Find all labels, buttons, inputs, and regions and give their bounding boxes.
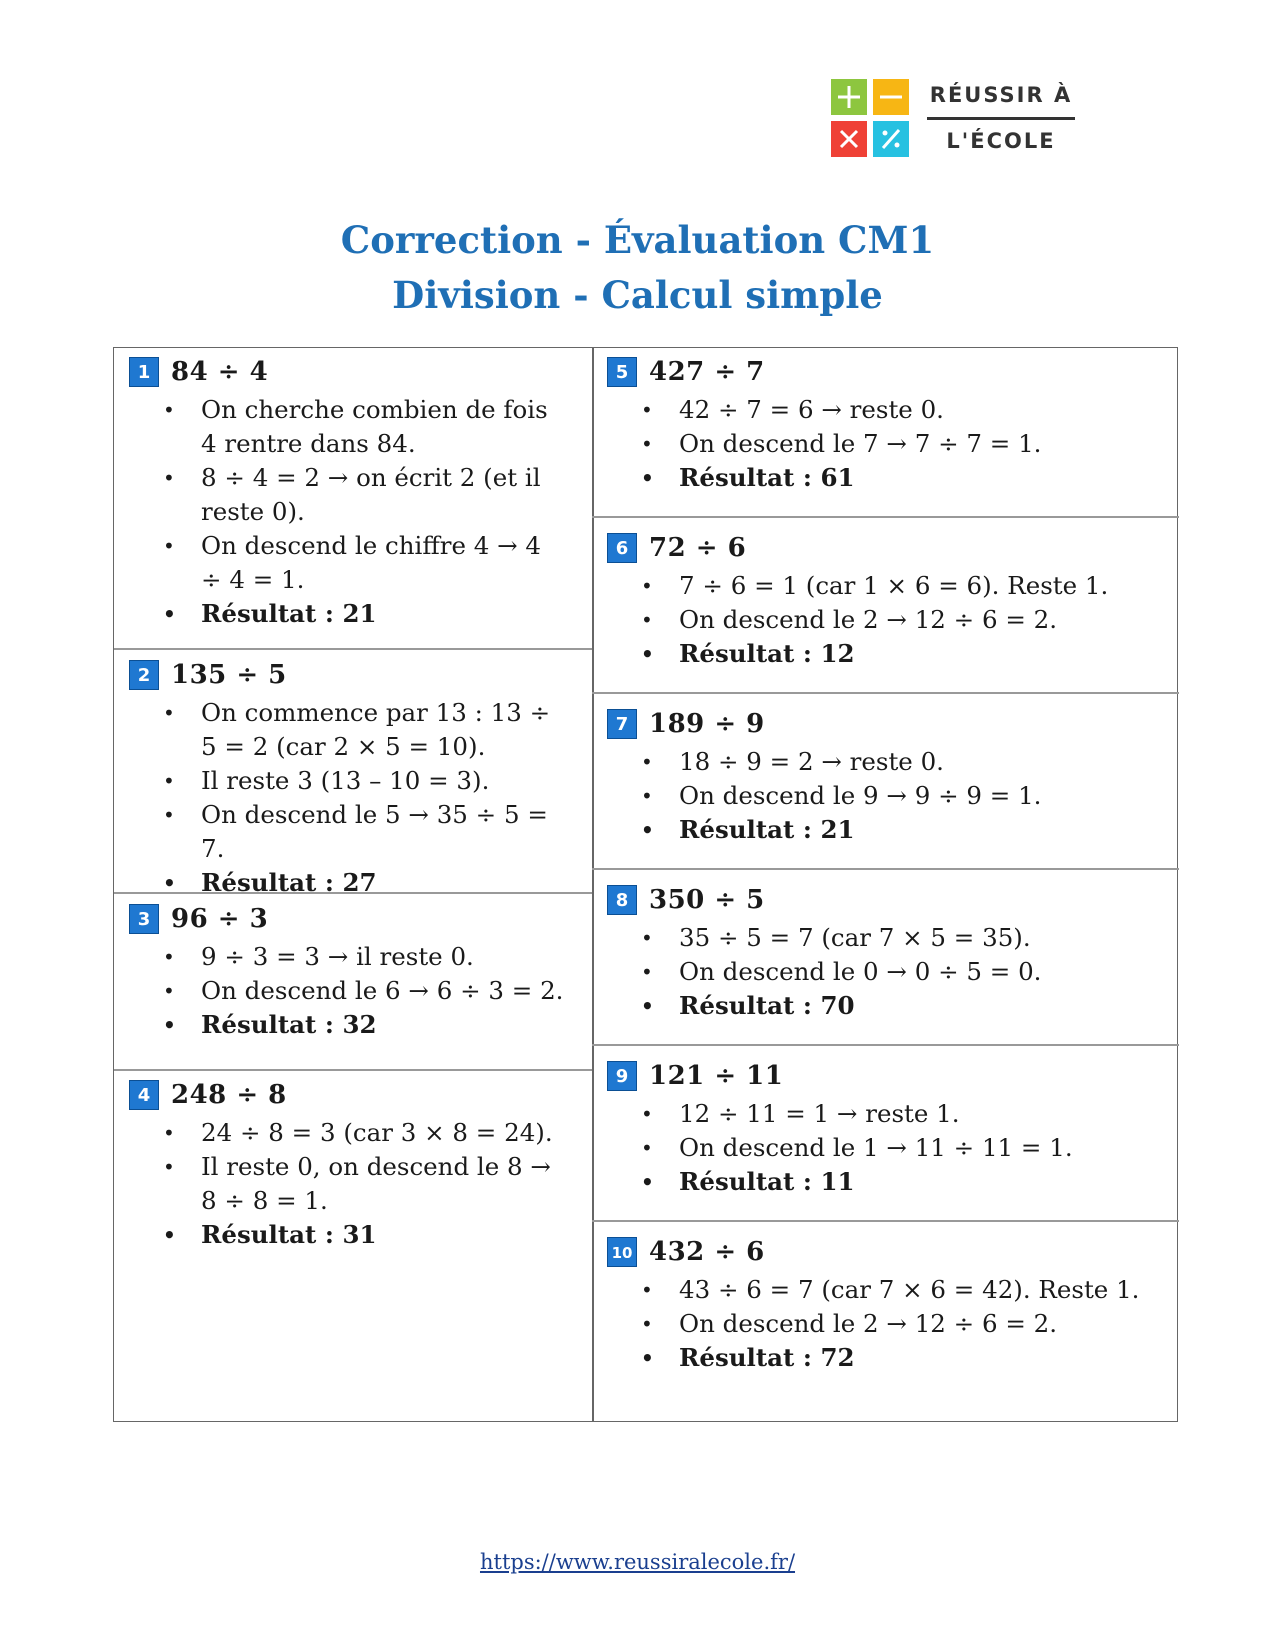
step-item: • 7 ÷ 6 = 1 (car 1 × 6 = 6). Reste 1. (607, 569, 1167, 603)
exercise-operation: 135 ÷ 5 (171, 660, 287, 690)
result-item: • Résultat : 11 (607, 1165, 1167, 1199)
exercise-number-badge: 8 (607, 885, 637, 915)
site-logo (831, 79, 1071, 161)
row-divider (592, 868, 1179, 870)
exercise-steps (607, 745, 1167, 847)
step-item: • On descend le 9 → 9 ÷ 9 = 1. (607, 779, 1167, 813)
exercise-operation: 72 ÷ 6 (649, 533, 747, 563)
row-divider (592, 1044, 1179, 1046)
exercise-steps (607, 921, 1167, 1023)
result-item: • Résultat : 61 (607, 461, 1167, 495)
step-item: • On descend le 5 → 35 ÷ 5 = 7. (129, 798, 569, 866)
exercise-operation: 350 ÷ 5 (649, 885, 765, 915)
exercise-steps (129, 940, 569, 1042)
exercise-operation: 121 ÷ 11 (649, 1061, 784, 1091)
exercise-table (113, 347, 1178, 1422)
exercise-steps (129, 696, 569, 900)
row-divider (114, 648, 592, 650)
step-item: • On descend le 7 → 7 ÷ 7 = 1. (607, 427, 1167, 461)
step-item: • 8 ÷ 4 = 2 → on écrit 2 (et il reste 0). (129, 461, 569, 529)
step-item: • Il reste 3 (13 – 10 = 3). (129, 764, 569, 798)
exercise-number-badge: 7 (607, 709, 637, 739)
exercise-number-badge: 10 (607, 1237, 637, 1267)
result-item: • Résultat : 12 (607, 637, 1167, 671)
step-item: • On commence par 13 : 13 ÷ 5 = 2 (car 2 × 5 = 10). (129, 696, 569, 764)
exercise-steps (607, 569, 1167, 671)
result-item: • Résultat : 21 (129, 597, 569, 631)
row-divider (592, 1220, 1179, 1222)
step-item: • Il reste 0, on descend le 8 → 8 ÷ 8 = 1. (129, 1150, 569, 1218)
percent-icon (873, 121, 909, 157)
exercise-number-badge: 5 (607, 357, 637, 387)
step-item: • On descend le 1 → 11 ÷ 11 = 1. (607, 1131, 1167, 1165)
exercise-number-badge: 6 (607, 533, 637, 563)
row-divider (592, 516, 1179, 518)
step-item: • 35 ÷ 5 = 7 (car 7 × 5 = 35). (607, 921, 1167, 955)
page-subtitle: Division - Calcul simple (392, 273, 883, 317)
step-item: • 24 ÷ 8 = 3 (car 3 × 8 = 24). (129, 1116, 569, 1150)
step-item: • On descend le chiffre 4 → 4 ÷ 4 = 1. (129, 529, 569, 597)
logo-wordmark (927, 79, 1075, 159)
row-divider (592, 692, 1179, 694)
exercise-number-badge: 1 (129, 357, 159, 387)
step-item: • On descend le 6 → 6 ÷ 3 = 2. (129, 974, 569, 1008)
step-item: • On descend le 2 → 12 ÷ 6 = 2. (607, 1307, 1167, 1341)
exercise-number-badge: 4 (129, 1080, 159, 1110)
exercise-steps (129, 1116, 569, 1252)
exercise-operation: 96 ÷ 3 (171, 904, 269, 934)
logo-line-1: RÉUSSIR À (929, 83, 1073, 107)
plus-icon (831, 79, 867, 115)
times-icon (831, 121, 867, 157)
exercise-operation: 432 ÷ 6 (649, 1237, 765, 1267)
exercise-number-badge: 2 (129, 660, 159, 690)
page-title: Correction - Évaluation CM1 (340, 218, 935, 262)
exercise-operation: 248 ÷ 8 (171, 1080, 287, 1110)
exercise-steps (607, 1273, 1167, 1375)
exercise-operation: 84 ÷ 4 (171, 357, 269, 387)
result-item: • Résultat : 32 (129, 1008, 569, 1042)
step-item: • 18 ÷ 9 = 2 → reste 0. (607, 745, 1167, 779)
step-item: • 43 ÷ 6 = 7 (car 7 × 6 = 42). Reste 1. (607, 1273, 1167, 1307)
website-link[interactable]: https://www.reussiralecole.fr/ (479, 1550, 796, 1574)
result-item: • Résultat : 72 (607, 1341, 1167, 1375)
step-item: • On descend le 2 → 12 ÷ 6 = 2. (607, 603, 1167, 637)
step-item: • 42 ÷ 7 = 6 → reste 0. (607, 393, 1167, 427)
minus-icon (873, 79, 909, 115)
result-item: • Résultat : 70 (607, 989, 1167, 1023)
exercise-number-badge: 9 (607, 1061, 637, 1091)
exercise-operation: 189 ÷ 9 (649, 709, 765, 739)
exercise-steps (607, 1097, 1167, 1199)
footer (0, 1550, 1275, 1574)
exercise-number-badge: 3 (129, 904, 159, 934)
result-item: • Résultat : 31 (129, 1218, 569, 1252)
row-divider (114, 1069, 592, 1071)
step-item: • 12 ÷ 11 = 1 → reste 1. (607, 1097, 1167, 1131)
column-divider (592, 348, 594, 1421)
exercise-steps (607, 393, 1167, 495)
result-item: • Résultat : 27 (129, 866, 569, 900)
step-item: • 9 ÷ 3 = 3 → il reste 0. (129, 940, 569, 974)
logo-divider (927, 117, 1075, 120)
step-item: • On descend le 0 → 0 ÷ 5 = 0. (607, 955, 1167, 989)
result-item: • Résultat : 21 (607, 813, 1167, 847)
exercise-steps (129, 393, 569, 631)
step-item: • On cherche combien de fois 4 rentre dans 84. (129, 393, 569, 461)
exercise-operation: 427 ÷ 7 (649, 357, 765, 387)
logo-line-2: L'ÉCOLE (946, 129, 1056, 153)
